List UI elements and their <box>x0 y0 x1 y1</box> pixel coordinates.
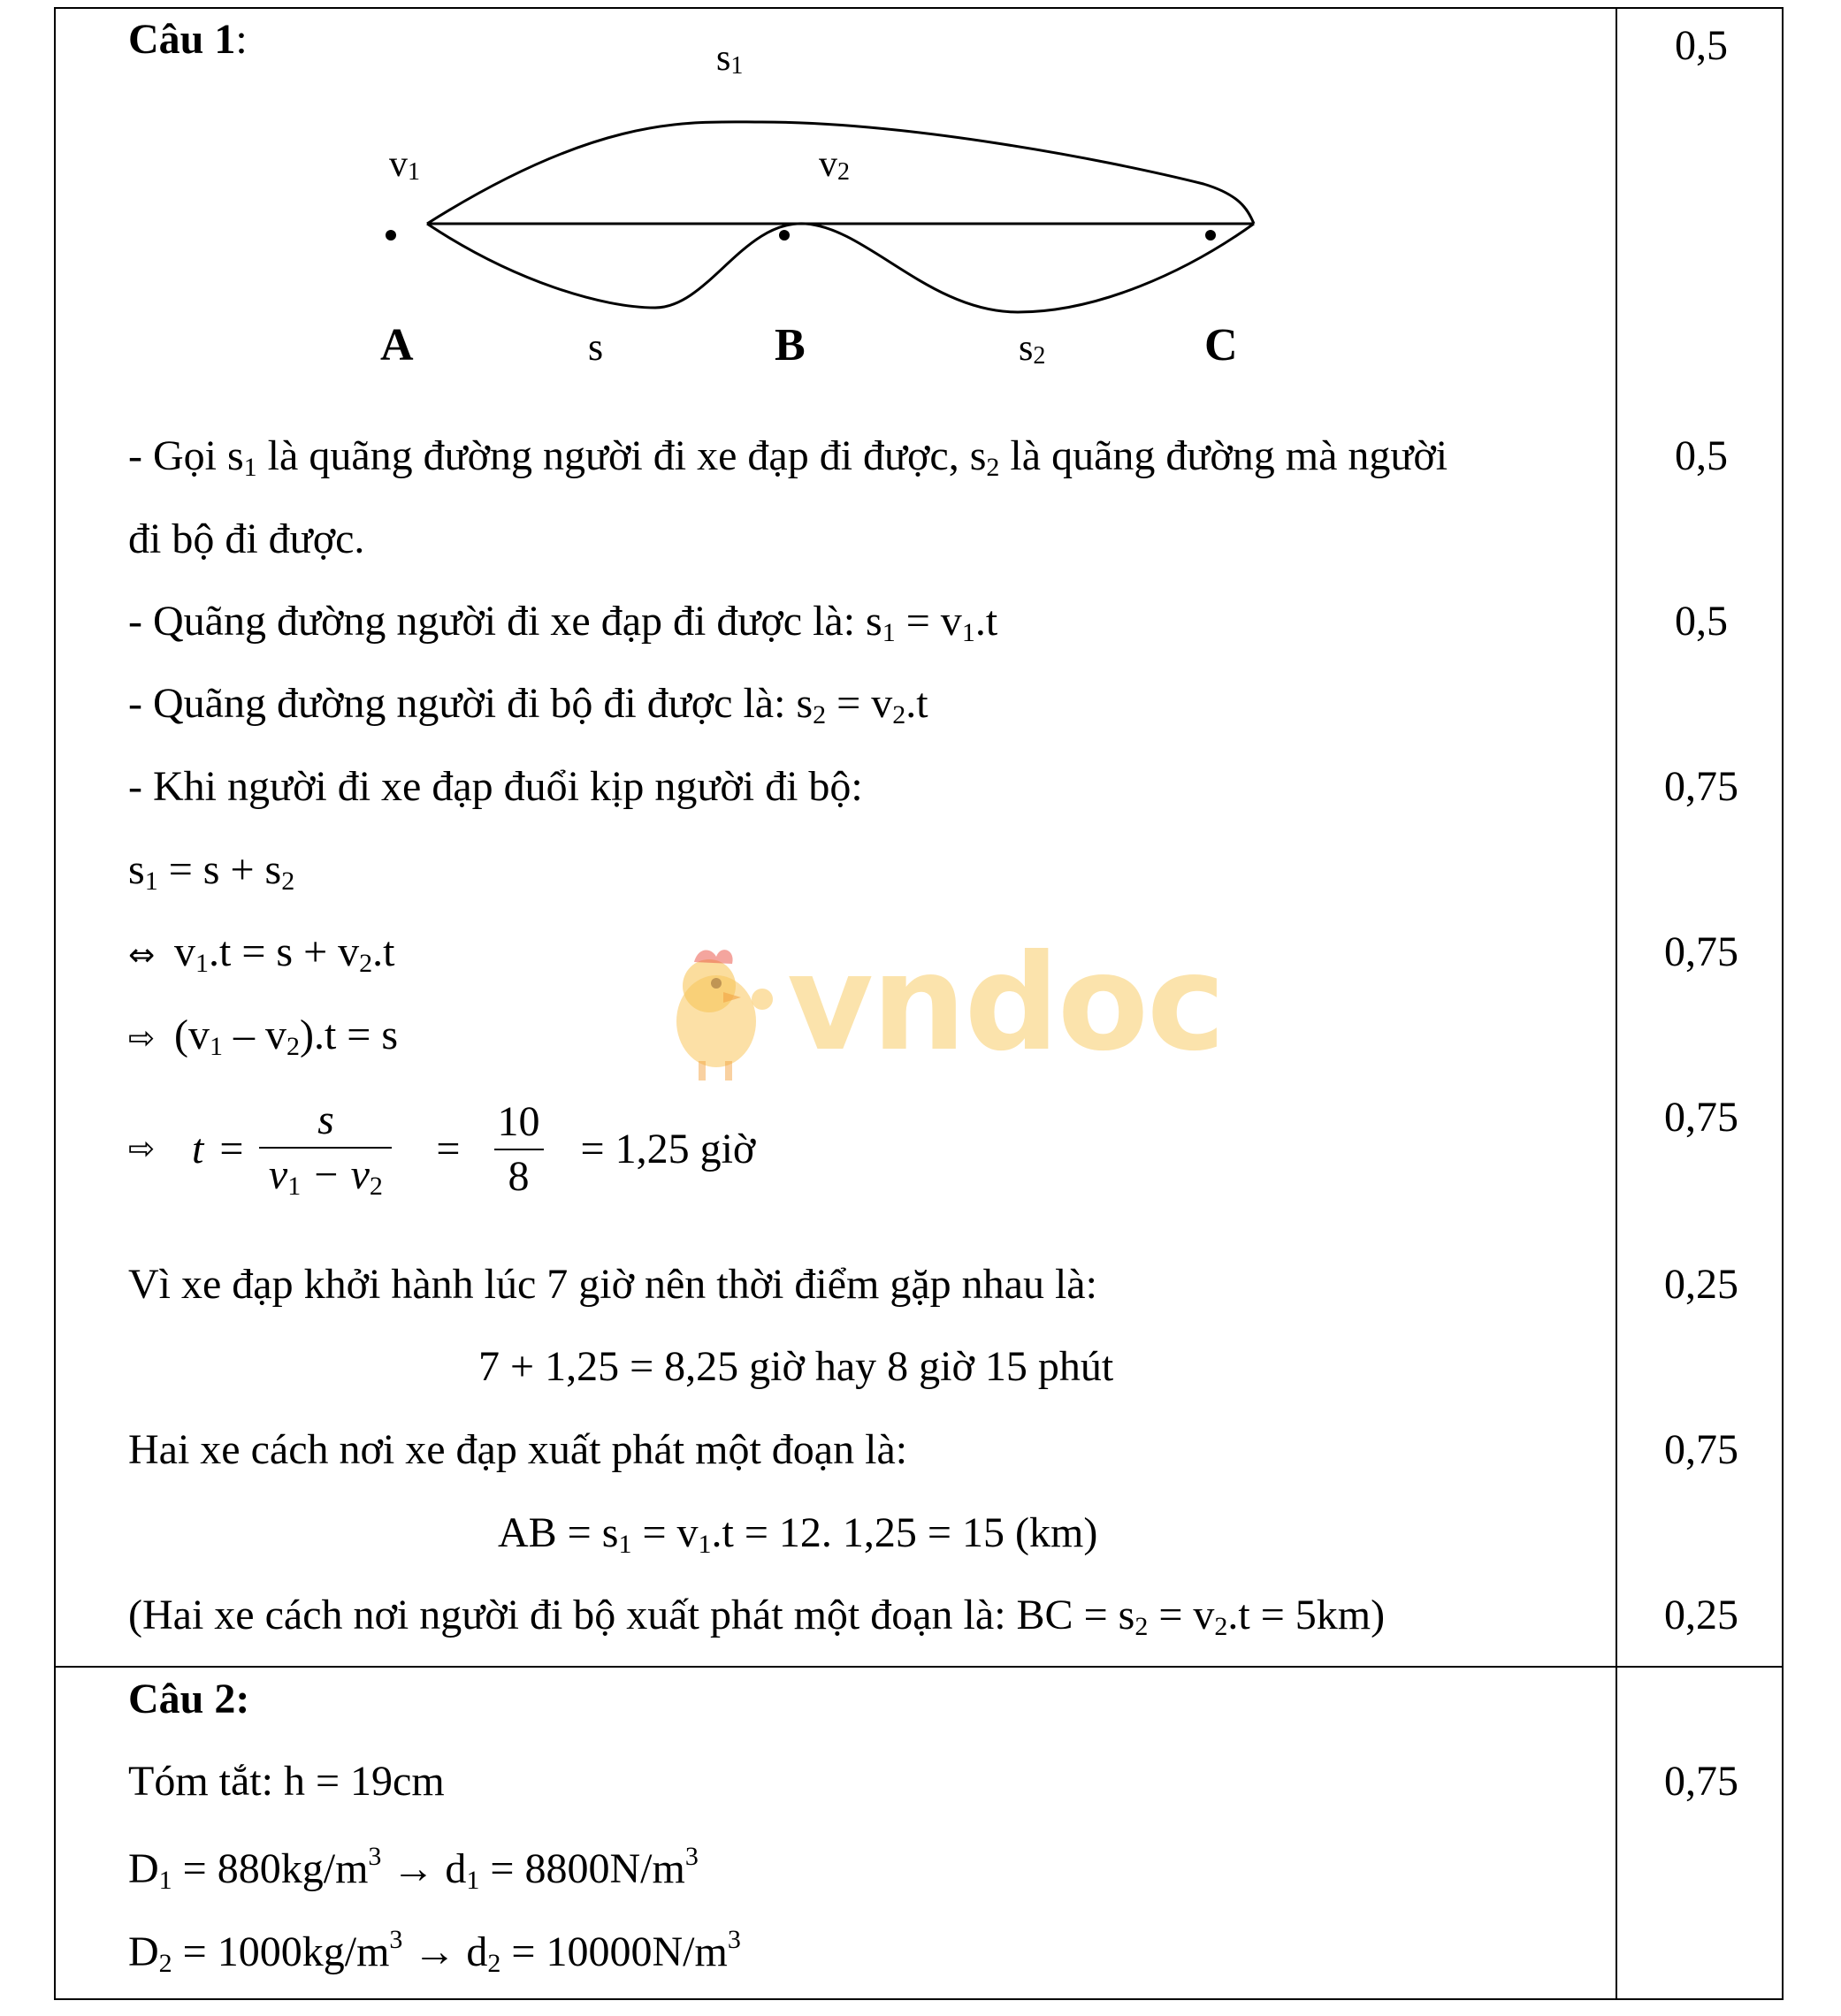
text-line-walking: đi bộ đi được. <box>128 515 365 562</box>
diagram-curve-s2 <box>806 224 1254 312</box>
text-line-d2: $D_2 = 1000kg/m^3 \to d_2 = 10000N/m^3$ <box>128 1925 741 1978</box>
table-border-right <box>1782 7 1784 2000</box>
text-line-ab-distance: AB = $s_1 = v_1.t = 12$. 1,25 = 15 (km) <box>498 1509 1098 1559</box>
score-cell: 0,75 <box>1664 763 1738 810</box>
text-line-equivalent: ⇔ $v_1.t = s + v_2.t$ <box>128 928 395 978</box>
diagram-label-v1: v1 <box>389 144 420 186</box>
point-a-dot <box>386 230 396 241</box>
text-line-bc-distance: (Hai xe cách nơi người đi bộ xuất phát một đoạn là: BC = $s_2 = v_2.t = 5km$) <box>128 1592 1386 1641</box>
point-b-dot <box>779 230 790 241</box>
question-2-heading: Câu 2: <box>128 1676 250 1722</box>
diagram-label-v2: v2 <box>819 144 850 186</box>
score-cell: 0,75 <box>1664 928 1738 975</box>
text-line-d1: $D_1 = 880kg/m^3 \to d_1 = 8800N/m^3$ <box>128 1842 699 1895</box>
motion-diagram <box>54 7 1616 396</box>
score-cell: 0,25 <box>1664 1592 1738 1638</box>
table-border-bottom <box>54 1998 1784 2000</box>
score-cell: 0,5 <box>1675 432 1728 479</box>
text-line-s1-equation: $s_1 = s + s_2$ <box>128 846 295 896</box>
text-line-summary-h: Tóm tắt: h = 19cm <box>128 1758 445 1805</box>
text-line-s2-formula: - Quãng đường người đi bộ đi được là: $s_2 = v_2.t$ <box>128 680 928 729</box>
watermark-text: vndoc <box>787 927 1224 1081</box>
fraction-10-over-8: $\frac{10}{8}$ <box>494 1101 544 1198</box>
score-cell: 0,5 <box>1675 598 1728 645</box>
fraction-s-over-v: $\frac{s}{v_1 - v_2}$ <box>259 1099 392 1200</box>
diagram-label-s2: s2 <box>1019 328 1046 370</box>
diagram-label-s: s <box>588 325 604 369</box>
text-line-define-s1-s2: - Gọi $s_1$ là quãng đường người đi xe đạp đi được, $s_2$ là quãng đường mà người <box>128 432 1448 482</box>
diagram-label-a: A <box>380 320 414 370</box>
vndoc-watermark <box>654 927 1224 1088</box>
text-line-departure: Vì xe đạp khởi hành lúc 7 giờ nên thời điểm gặp nhau là: <box>128 1261 1097 1308</box>
text-line-time-fraction: ⇨ t = $\frac{s}{v_1 - v_2}$ = $\frac{10}{8}$ = 1,25 giờ <box>128 1096 756 1201</box>
point-c-dot <box>1205 230 1216 241</box>
equivalent-arrow-icon: ⇔ <box>128 937 156 974</box>
question-1-heading: Câu 1: <box>128 16 248 63</box>
chicken-mascot-icon <box>654 937 787 1088</box>
text-line-distance-intro: Hai xe cách nơi xe đạp xuất phát một đoạn là: <box>128 1426 908 1473</box>
score-cell: 0,25 <box>1664 1261 1738 1308</box>
text-line-catch-up: - Khi người đi xe đạp đuổi kịp người đi bộ: <box>128 763 863 810</box>
score-column-divider <box>1616 7 1617 2000</box>
text-line-s1-formula: - Quãng đường người đi xe đạp đi được là: $s_1 = v_1.t$ <box>128 598 998 647</box>
score-cell: 0,5 <box>1675 22 1728 69</box>
diagram-label-b: B <box>775 320 806 370</box>
text-line-meeting-time: 7 + 1,25 = 8,25 giờ hay 8 giờ 15 phút <box>478 1343 1114 1390</box>
diagram-label-s1: s1 <box>716 38 744 80</box>
then-arrow-icon: ⇨ <box>128 1020 156 1057</box>
score-cell: 0,75 <box>1664 1426 1738 1473</box>
diagram-curve-s <box>427 224 806 308</box>
diagram-label-c: C <box>1204 320 1238 370</box>
score-cell: 0,75 <box>1664 1094 1738 1141</box>
score-cell: 0,75 <box>1664 1758 1738 1805</box>
then-arrow-icon: ⇨ <box>128 1131 156 1167</box>
row-divider <box>54 1666 1784 1668</box>
text-line-difference: ⇨ $(v_1 - v_2).t = s$ <box>128 1012 399 1061</box>
